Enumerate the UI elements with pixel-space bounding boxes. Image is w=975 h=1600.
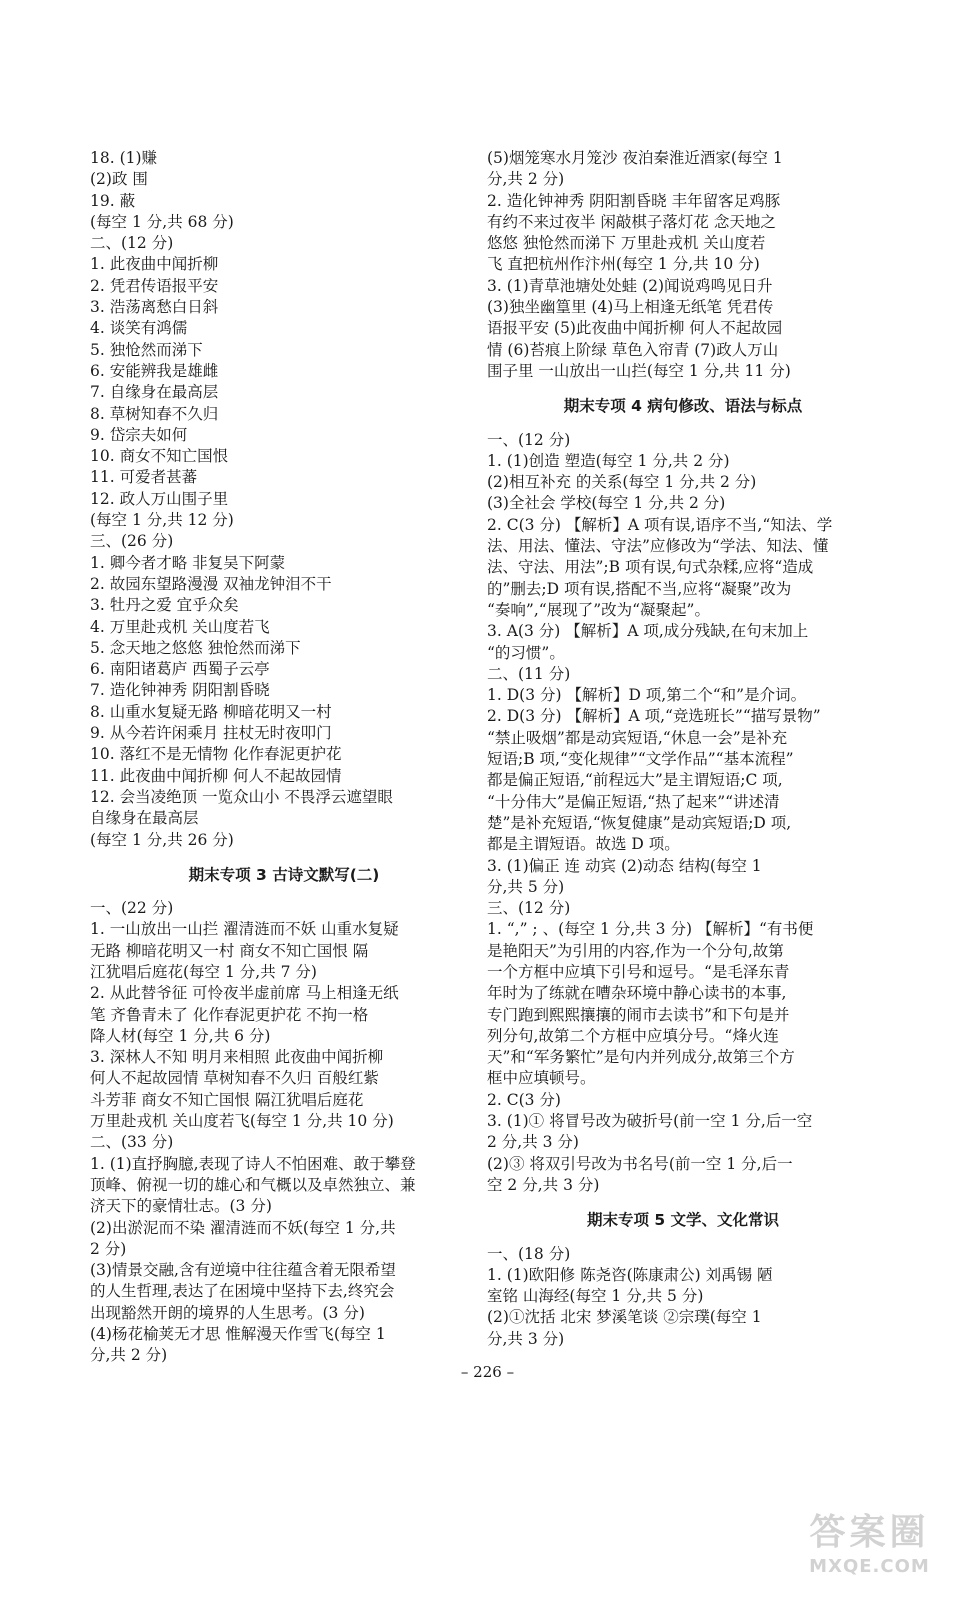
- text-line: 列分句,故第二个方框中应填分号。“烽火连: [487, 1026, 779, 1045]
- text-line: 出现豁然开朗的境界的人生思考。(3 分): [90, 1303, 365, 1322]
- text-line: 三、(12 分): [487, 899, 571, 918]
- text-line: 6. 安能辨我是雄雌: [90, 361, 219, 380]
- text-line: 围子里 一山放出一山拦(每空 1 分,共 11 分): [487, 361, 791, 380]
- text-line: 情 (6)苔痕上阶绿 草色入帘青 (7)政人万山: [487, 340, 779, 359]
- text-line: 4. 谈笑有鸿儒: [90, 319, 188, 338]
- text-line: 二、(11 分): [487, 664, 571, 683]
- text-line: 1. 此夜曲中闻折柳: [90, 255, 219, 274]
- text-line: (3)全社会 学校(每空 1 分,共 2 分): [487, 494, 726, 513]
- text-line: 三、(26 分): [90, 532, 174, 551]
- text-line: “的习惯”。: [487, 643, 565, 662]
- text-line: 空 2 分,共 3 分): [487, 1175, 600, 1194]
- text-line: 万里赴戎机 关山度若飞(每空 1 分,共 10 分): [90, 1112, 394, 1131]
- text-line: 江犹唱后庭花(每空 1 分,共 7 分): [90, 962, 317, 981]
- text-line: 都是主谓短语。故选 D 项。: [487, 835, 680, 854]
- text-line: (3)独坐幽篁里 (4)马上相逢无纸笔 凭君传: [487, 298, 774, 317]
- text-line: 是艳阳天”为引用的内容,作为一个分句,故第: [487, 941, 784, 960]
- text-line: 19. 蔽: [90, 191, 136, 210]
- text-line: 7. 造化钟神秀 阴阳割昏晓: [90, 681, 270, 700]
- text-line: 3. 深林人不知 明月来相照 此夜曲中闻折柳: [90, 1048, 384, 1067]
- text-line: 9. 从今若许闲乘月 拄杖无时夜叩门: [90, 724, 332, 743]
- right-column: [487, 148, 879, 1350]
- text-line: (2)①沈括 北宋 梦溪笔谈 ②宗璞(每空 1: [487, 1308, 762, 1327]
- text-line: 2. 凭君传语报平安: [90, 276, 219, 295]
- text-line: 斗芳菲 商女不知亡国恨 隔江犹唱后庭花: [90, 1090, 364, 1109]
- text-line: 自缘身在最高层: [90, 809, 199, 828]
- text-line: 济天下的豪情壮志。(3 分): [90, 1197, 272, 1216]
- text-line: (每空 1 分,共 68 分): [90, 212, 234, 231]
- text-line: 的”删去;D 项有误,搭配不当,应将“凝聚”改为: [487, 579, 792, 598]
- text-line: 1. (1)欧阳修 陈尧咨(陈康肃公) 刘禹锡 陋: [487, 1265, 773, 1284]
- text-line: 7. 自缘身在最高层: [90, 383, 219, 402]
- text-line: (3)情景交融,含有逆境中往往蕴含着无限希望: [90, 1261, 396, 1280]
- text-line: 飞 直把杭州作汴州(每空 1 分,共 10 分): [487, 255, 760, 274]
- section-heading: 期末专项 5 文学、文化常识: [586, 1211, 780, 1230]
- text-line: 一个方框中应填下引号和逗号。“是毛泽东青: [487, 962, 790, 981]
- text-line: 2. 故园东望路漫漫 双袖龙钟泪不干: [90, 574, 332, 593]
- text-line: 有约不来过夜半 闲敲棋子落灯花 念天地之: [487, 212, 776, 231]
- text-line: 2. C(3 分): [487, 1090, 561, 1109]
- text-line: (2)相互补充 的关系(每空 1 分,共 2 分): [487, 473, 757, 492]
- text-line: 分,共 3 分): [487, 1329, 565, 1348]
- text-line: 短语;B 项,“变化规律”“文学作品”“基本流程”: [487, 750, 794, 769]
- text-line: 楚”是补充短语,“恢复健康”是动宾短语;D 项,: [487, 813, 792, 832]
- text-line: 分,共 2 分): [90, 1346, 168, 1365]
- text-line: 1. (1)创造 塑造(每空 1 分,共 2 分): [487, 451, 730, 470]
- text-line: 3. 牡丹之爱 宜乎众矣: [90, 596, 239, 615]
- text-line: 分,共 5 分): [487, 877, 565, 896]
- text-line: 室铭 山海经(每空 1 分,共 5 分): [487, 1287, 704, 1306]
- text-line: (每空 1 分,共 26 分): [90, 830, 234, 849]
- text-line: 1. (1)直抒胸臆,表现了诗人不怕困难、敢于攀登: [90, 1154, 416, 1173]
- text-line: 2. D(3 分) 【解析】A 项,“竞选班长”“描写景物”: [487, 707, 821, 726]
- watermark: [782, 1511, 957, 1586]
- text-line: 10. 商女不知亡国恨: [90, 447, 229, 466]
- text-line: 5. 念天地之悠悠 独怆然而涕下: [90, 638, 301, 657]
- text-line: 1. D(3 分) 【解析】D 项,第二个“和”是介词。: [487, 686, 807, 705]
- text-line: 专门跑到熙熙攘攘的闹市去读书”和下句是并: [487, 1005, 790, 1024]
- text-line: 的人生哲理,表达了在困境中坚持下去,终究会: [90, 1282, 395, 1301]
- text-line: (2)政 围: [90, 170, 148, 189]
- text-line: 一、(18 分): [487, 1244, 571, 1263]
- text-line: 二、(33 分): [90, 1133, 174, 1152]
- text-line: 降人材(每空 1 分,共 6 分): [90, 1026, 271, 1045]
- text-line: 11. 可爱者甚蕃: [90, 468, 198, 487]
- text-line: 2. C(3 分) 【解析】A 项有误,语序不当,“知法、学: [487, 515, 833, 534]
- text-line: (4)杨花榆荚无才思 惟解漫天作雪飞(每空 1: [90, 1325, 386, 1344]
- text-line: 9. 岱宗夫如何: [90, 425, 188, 444]
- page-number: – 226 –: [460, 1363, 515, 1381]
- text-line: 8. 草树知春不久归: [90, 404, 219, 423]
- text-line: 一、(22 分): [90, 899, 174, 918]
- text-line: “奏响”,“展现了”改为“凝聚起”。: [487, 600, 710, 619]
- text-line: 天”和“军务繁忙”是句内并列成分,故第三个方: [487, 1048, 795, 1067]
- text-line: 5. 独怆然而涕下: [90, 340, 203, 359]
- text-line: 11. 此夜曲中闻折柳 何人不起故园情: [90, 766, 342, 785]
- text-line: 10. 落红不是无情物 化作春泥更护花: [90, 745, 342, 764]
- watermark-url: MXQE.COM: [809, 1556, 930, 1577]
- text-line: 二、(12 分): [90, 234, 174, 253]
- text-line: 3. 浩荡离愁白日斜: [90, 298, 219, 317]
- text-line: 年时为了练就在嘈杂环境中静心读书的本事,: [487, 984, 787, 1003]
- text-line: 6. 南阳诸葛庐 西蜀子云亭: [90, 660, 270, 679]
- text-line: “禁止吸烟”都是动宾短语,“休息一会”是补充: [487, 728, 788, 747]
- text-line: 1. 卿今者才略 非复吴下阿蒙: [90, 553, 286, 572]
- text-line: 3. (1)偏正 连 动宾 (2)动态 结构(每空 1: [487, 856, 762, 875]
- text-line: 2 分): [90, 1239, 127, 1258]
- text-line: 2 分,共 3 分): [487, 1133, 579, 1152]
- text-line: 3. (1)① 将冒号改为破折号(前一空 1 分,后一空: [487, 1112, 813, 1131]
- text-line: 2. 从此替爷征 可怜夜半虚前席 马上相逢无纸: [90, 984, 399, 1003]
- text-line: 笔 齐鲁青未了 化作春泥更护花 不拘一格: [90, 1005, 369, 1024]
- text-line: (5)烟笼寒水月笼沙 夜泊秦淮近酒家(每空 1: [487, 149, 783, 167]
- text-line: 3. A(3 分) 【解析】A 项,成分残缺,在句末加上: [487, 622, 809, 641]
- text-line: 无路 柳暗花明又一村 商女不知亡国恨 隔: [90, 941, 369, 960]
- section-heading: 期末专项 3 古诗文默写(二): [188, 865, 380, 884]
- text-line: 3. (1)青草池塘处处蛙 (2)闻说鸡鸣见日升: [487, 276, 773, 295]
- text-line: 8. 山重水复疑无路 柳暗花明又一村: [90, 702, 332, 721]
- text-line: 一、(12 分): [487, 430, 571, 449]
- text-line: 1. 一山放出一山拦 濯清涟而不妖 山重水复疑: [90, 920, 399, 939]
- text-line: 法、守法、用法”;B 项有误,句式杂糅,应将“造成: [487, 558, 814, 577]
- left-column: [90, 148, 478, 1367]
- text-line: (2)出淤泥而不染 濯清涟而不妖(每空 1 分,共: [90, 1218, 396, 1237]
- text-line: “十分伟大”是偏正短语,“热了起来”“讲述清: [487, 792, 780, 811]
- text-line: 法、用法、懂法、守法”应修改为“学法、知法、懂: [487, 537, 829, 556]
- watermark-logo: 答案圈: [809, 1512, 930, 1553]
- text-line: 顶峰、俯视一切的雄心和气概以及卓然独立、兼: [90, 1175, 416, 1194]
- text-line: 语报平安 (5)此夜曲中闻折柳 何人不起故园: [487, 319, 783, 338]
- text-line: 都是偏正短语,“前程远大”是主谓短语;C 项,: [487, 771, 783, 790]
- text-line: 12. 政人万山围子里: [90, 489, 229, 508]
- text-line: (每空 1 分,共 12 分): [90, 511, 234, 530]
- text-line: (2)③ 将双引号改为书名号(前一空 1 分,后一: [487, 1154, 793, 1173]
- text-line: 1. “,” ; 、(每空 1 分,共 3 分) 【解析】“有书便: [487, 920, 814, 939]
- text-line: 12. 会当凌绝顶 一览众山小 不畏浮云遮望眼: [90, 787, 393, 806]
- text-line: 何人不起故园情 草树知春不久归 百般红紫: [90, 1069, 379, 1088]
- text-line: 18. (1)赚: [90, 149, 158, 167]
- text-line: 4. 万里赴戎机 关山度若飞: [90, 617, 270, 636]
- text-line: 2. 造化钟神秀 阴阳割昏晓 丰年留客足鸡豚: [487, 191, 781, 210]
- text-line: 框中应填顿号。: [487, 1069, 596, 1088]
- text-line: 分,共 2 分): [487, 170, 565, 189]
- text-line: 悠悠 独怆然而涕下 万里赴戎机 关山度若: [487, 234, 766, 253]
- section-heading: 期末专项 4 病句修改、语法与标点: [563, 397, 803, 416]
